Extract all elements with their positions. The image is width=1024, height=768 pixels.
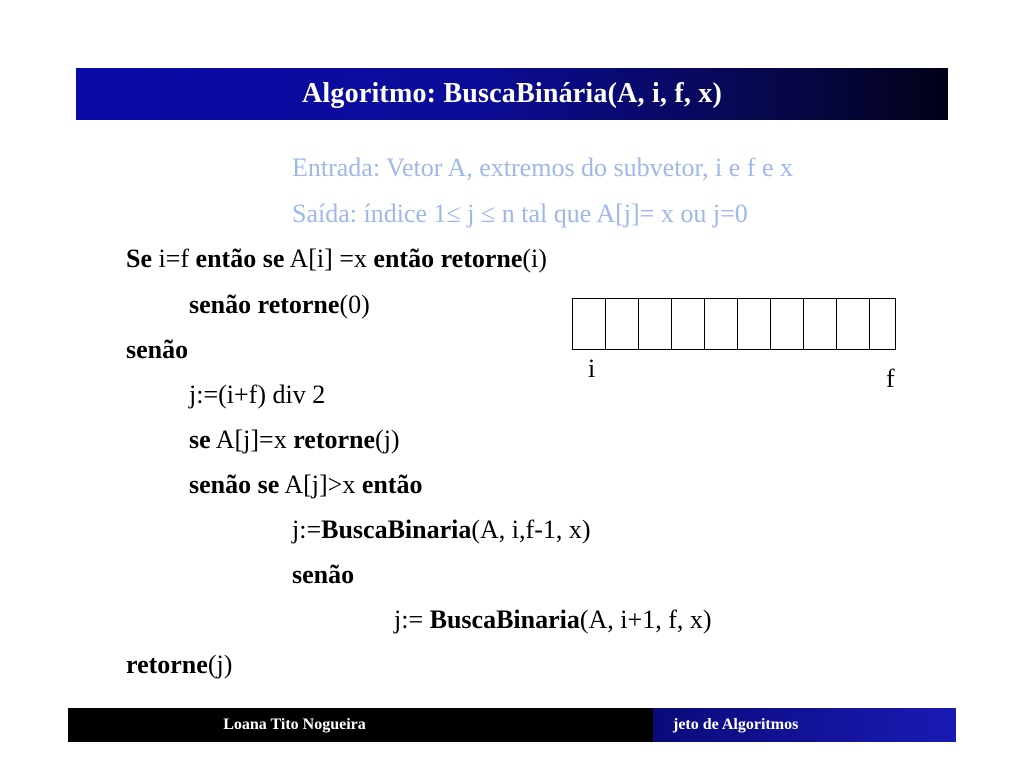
code-text: (j) — [207, 650, 233, 679]
array-cell — [837, 299, 870, 349]
footer-left-panel — [68, 708, 521, 742]
code-text: i=f — [152, 244, 196, 273]
slide-footer — [68, 708, 956, 742]
keyword: então retorne — [373, 244, 523, 273]
keyword: BuscaBinaria — [429, 605, 580, 634]
code-line-10 — [126, 650, 232, 680]
keyword: retorne — [293, 425, 376, 454]
keyword: Se — [126, 244, 152, 273]
array-start-label: i — [588, 354, 596, 383]
array-cell — [804, 299, 837, 349]
array-cell — [606, 299, 639, 349]
code-line-2 — [189, 290, 370, 320]
slide-title-bar — [76, 68, 948, 120]
array-cell — [705, 299, 738, 349]
array-cell — [639, 299, 672, 349]
code-text: j:= — [292, 515, 322, 544]
keyword: então se — [195, 244, 285, 273]
code-line-3 — [126, 335, 188, 365]
code-text: (A, i,f-1, x) — [471, 515, 591, 544]
footer-right-panel — [653, 708, 956, 742]
footer-course: jeto de Algoritmos — [673, 716, 799, 733]
code-text: j:=(i+f) div 2 — [189, 380, 326, 409]
keyword: se — [189, 425, 211, 454]
code-line-4 — [189, 380, 325, 410]
array-cell — [672, 299, 705, 349]
keyword: senão retorne — [189, 290, 340, 319]
code-line-6 — [189, 470, 423, 500]
array-cell — [870, 299, 896, 349]
spec-output-line: Saída: índice 1≤ j ≤ n tal que A[j]= x ou j=0 — [292, 199, 748, 228]
slide-title: Algoritmo: BuscaBinária(A, i, f, x) — [302, 78, 722, 109]
code-line-5 — [189, 425, 400, 455]
keyword: senão se — [189, 470, 280, 499]
code-line-8 — [292, 560, 354, 590]
keyword: então — [361, 470, 423, 499]
array-cell — [738, 299, 771, 349]
code-line-1 — [126, 244, 547, 274]
keyword: senão — [126, 335, 189, 364]
footer-author: Loana Tito Nogueira — [223, 716, 366, 733]
code-text: A[i] =x — [284, 244, 374, 273]
code-line-7 — [292, 515, 591, 545]
footer-mid-panel — [521, 708, 653, 742]
code-text: (i) — [522, 244, 547, 273]
code-text: A[j]=x — [210, 425, 294, 454]
code-text: j:= — [394, 605, 430, 634]
array-diagram — [572, 298, 896, 350]
code-text: (A, i+1, f, x) — [579, 605, 712, 634]
code-text: A[j]>x — [279, 470, 362, 499]
spec-input-line: Entrada: Vetor A, extremos do subvetor, i e f e x — [292, 153, 794, 182]
code-text: (0) — [339, 290, 370, 319]
array-cell — [771, 299, 804, 349]
array-end-label: f — [886, 364, 895, 393]
code-text: (j) — [375, 425, 400, 454]
keyword: BuscaBinaria — [321, 515, 472, 544]
keyword: senão — [292, 560, 355, 589]
keyword: retorne — [126, 650, 208, 679]
code-line-9 — [394, 605, 712, 635]
array-cell — [573, 299, 606, 349]
